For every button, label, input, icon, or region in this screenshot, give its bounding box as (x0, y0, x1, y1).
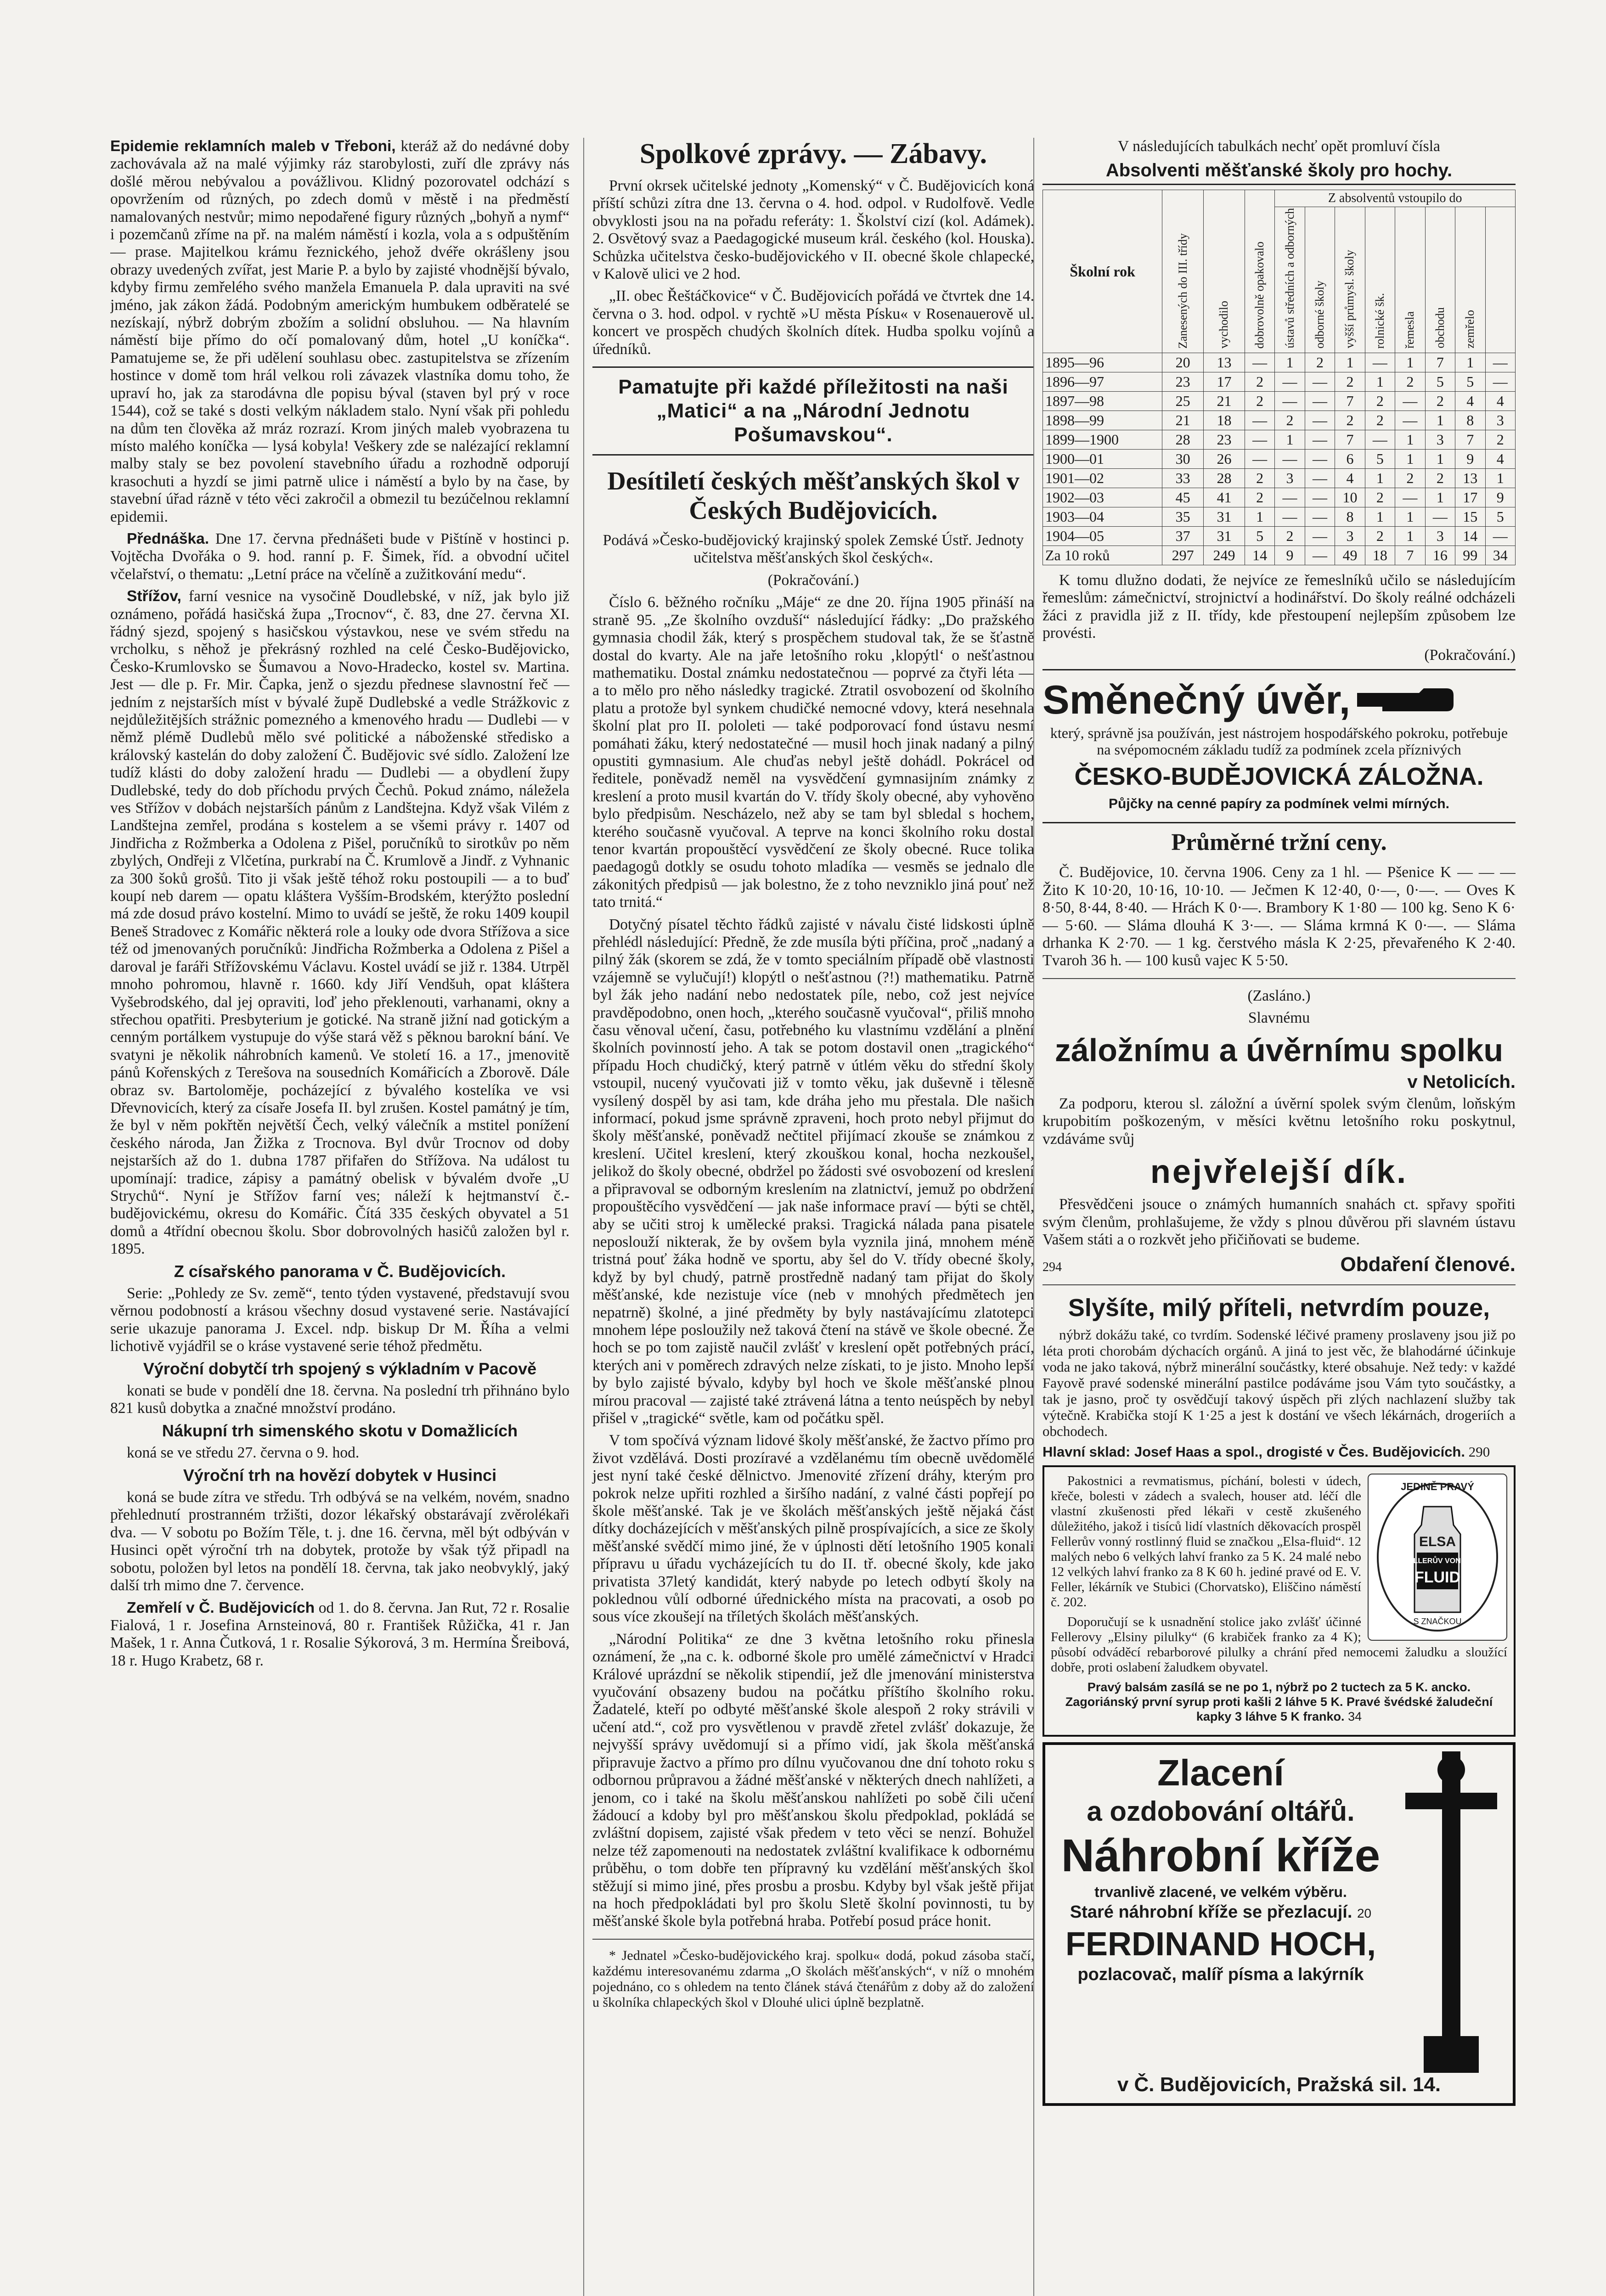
table-cell: 1903—04 (1043, 507, 1162, 526)
table-cell: 2 (1365, 488, 1395, 507)
table-cell: 2 (1365, 411, 1395, 430)
table-cell: — (1425, 507, 1455, 526)
article-byline: Podává »Česko-budějovický krajinský spolek Zemské Ústř. Jednoty učitelstva měšťanských škol českých«. (603, 532, 1024, 567)
table-cell: 17 (1204, 372, 1245, 391)
ad3-bottom-text: Pravý balsám zasílá se ne po 1, nýbrž po 2 tuctech za 5 K. ancko. Zagoriánský první syrup proti kašli 2 láhve 5 K. Pravé švédské žaludeční kapky 3 láhve 5 K franko. (1065, 1680, 1493, 1724)
table-cell: — (1305, 468, 1335, 488)
prices-title: Průměrné tržní ceny. (1171, 829, 1387, 856)
table-cell: 7 (1335, 430, 1365, 449)
panorama-text: Serie: „Pohledy ze Sv. země“, tento týden vystavené, představují svou věrnou podobností a krásou všechny dosud vystavené serie. Nastávající serie ukazuje panorama J. Excel. ndp. biskup Dr M. Říha a velmi lichotivě vyjádřil se o kráse vystavené serie téhož předmětu. (110, 1285, 569, 1355)
table-cell: 3 (1275, 468, 1305, 488)
zaslano-num: 294 (1042, 1260, 1062, 1275)
table-cell: 1 (1275, 353, 1305, 372)
table-cell: 21 (1204, 391, 1245, 411)
ad-smenecny-name: ČESKO-BUDĚJOVICKÁ ZÁLOŽNA. (1074, 762, 1484, 790)
zaslano-to: Slavnému (1248, 1009, 1310, 1027)
th-remesla: řemesla (1395, 207, 1425, 353)
rule-zaslano (1042, 978, 1516, 979)
table-cell: — (1485, 372, 1516, 391)
strizov-title: Střížov, (127, 588, 181, 605)
prices-text: Č. Budějovice, 10. června 1906. Ceny za 1 hl. — Pšenice K — — — Žito K 10·20, 10·16, 10·10. — Ječmen K 12·40, 0·—, 0·—. — Oves K 8·50, 8·44, 8·40. — Hrách K 0·—. Brambory K 1·80 — 100 kg. Seno K 6·— 5·60. — Sláma dlouhá K 3·—. — Sláma krmná K 0·—. — Sláma drhanka K 2·70. — 1 kg. čerstvého másla K 2·25, převařeného K 2·40. Tvaroh 36 h. — 100 kusů vajec K 5·50. (1042, 864, 1516, 969)
logo-s: S ZNAČKOU (1413, 1617, 1462, 1626)
table-cell: 9 (1485, 488, 1516, 507)
table-cell: 23 (1204, 430, 1245, 449)
column-left (110, 138, 569, 2296)
ad2-depot-text: Hlavní sklad: Josef Haas a spol., drogisté v Čes. Budějovicích. (1042, 1444, 1465, 1460)
table-cell: 9 (1455, 449, 1485, 468)
article-cont: (Pokračování.) (767, 571, 859, 589)
table-cell: 2 (1335, 411, 1365, 430)
table-cell: — (1365, 430, 1395, 449)
vyrocni2-title: Výroční trh na hovězí dobytek v Husinci (183, 1465, 497, 1485)
table-row (1043, 526, 1516, 546)
table-cell: — (1245, 430, 1274, 449)
table-cell: — (1305, 430, 1335, 449)
th-zemrelo: zemřelo (1455, 207, 1485, 353)
th-prumysl: vyšší průmysl. školy (1335, 207, 1365, 353)
table-row (1043, 391, 1516, 411)
table-cell: 1 (1245, 507, 1274, 526)
table-cell: 28 (1204, 468, 1245, 488)
table-cell: 34 (1485, 546, 1516, 565)
table-cell: 1 (1395, 507, 1425, 526)
ad2-num: 290 (1468, 1444, 1490, 1460)
table-cell: 1 (1425, 449, 1455, 468)
ad4-l7: pozlacovač, malíř písma a lakýrník (1077, 1965, 1364, 1985)
zaslano-text: Za podporu, kterou sl. záložní a úvěrní spolek svým členům, loňským krupobitím poškozeným, v měsíci květnu letošního roku poskytnul, vzdáváme svůj (1042, 1095, 1516, 1148)
table-cell: 16 (1425, 546, 1455, 565)
table-cell: 1896—97 (1043, 372, 1162, 391)
matice-notice: Pamatujte při každé příležitosti na naši „Matici“ a na „Národní Jednotu Pošumavskou“. (592, 366, 1034, 456)
th-odborne: odborné školy (1305, 207, 1335, 353)
table-title: Absolventi měšťanské školy pro hochy. (1042, 160, 1516, 185)
ad2-text: nýbrž dokážu také, co tvrdím. Sodenské léčivé prameny proslaveny jsou již po léta proti chorobám dýchacích orgánů. A jiná to jest věc, že blahodárné účinkuje voda ne jako taková, nýbrž minerální součástky, které obsahuje. Než tedy: v každé Fayově pravé sodenské minerální pastilce podáváme jsou Vám tyto součástky, a tak je jasno, proč ty osvědčují takový úspěch při zlých nachlazení služby tak výtečně. Krabička stojí K 1·25 a jest k dostání ve všech lékárnách, drogeriích a obchodech. (1042, 1327, 1516, 1440)
table-cell: — (1305, 411, 1335, 430)
table-cell: 28 (1162, 430, 1204, 449)
nakupni-text: koná se ve středu 27. června o 9. hod. (127, 1444, 360, 1462)
trebon-title: Epidemie reklamních maleb v Třeboni, (110, 138, 396, 155)
table-cell: 1 (1365, 468, 1395, 488)
table-cell: 1 (1455, 353, 1485, 372)
table-cell: — (1275, 372, 1305, 391)
table-cell: 45 (1162, 488, 1204, 507)
table-cell: 26 (1204, 449, 1245, 468)
table-cell: 2 (1245, 391, 1274, 411)
ad-smenecny (1042, 669, 1516, 823)
ad4-l4: trvanlivě zlacené, ve velkém výběru. (1094, 1884, 1347, 1901)
table-row (1043, 411, 1516, 430)
th-group: Z absolventů vstoupilo do (1275, 190, 1516, 207)
table-cell: — (1305, 488, 1335, 507)
table-cell: 249 (1204, 546, 1245, 565)
table-cell: — (1275, 488, 1305, 507)
vyrocni1-title: Výroční dobytčí trh spojený s výkladním v Pacově (143, 1359, 537, 1378)
table-cell: 14 (1245, 546, 1274, 565)
table-cell: 5 (1425, 372, 1455, 391)
article-prednaska (110, 530, 569, 583)
table-cell: 2 (1245, 468, 1274, 488)
table-cell: 33 (1162, 468, 1204, 488)
footnote: * Jednatel »Česko-budějovického kraj. spolku« dodá, pokud zásoba stačí, každému interesovanému zdarma „O školách měšťanských“, v níž o mnohém pojednáno, co s ohledem na tento článek stává čtenářům z doby až do založení u školníka chlapeckých škol v Dlouhé ulici úplně bezplatně. (592, 1947, 1034, 2010)
table-cell: 15 (1455, 507, 1485, 526)
table-cell: 1 (1395, 449, 1425, 468)
table-cell: — (1395, 391, 1425, 411)
ad4-l2: a ozdobování oltářů. (1087, 1796, 1355, 1827)
article-title: Desítiletí českých měšťanských škol v Českých Budějovicích. (607, 467, 1020, 525)
table-cell: Za 10 roků (1043, 546, 1162, 565)
table-cell: 13 (1455, 468, 1485, 488)
table-row (1043, 468, 1516, 488)
ad4-l5: Staré náhrobní kříže se přezlacují. (1070, 1902, 1352, 1922)
article-zemreli (110, 1599, 569, 1670)
table-cell: 30 (1162, 449, 1204, 468)
table-cell: 1 (1395, 353, 1425, 372)
crucifix-icon (1396, 1751, 1506, 2073)
table-cell: 13 (1204, 353, 1245, 372)
table-cell: 4 (1455, 391, 1485, 411)
zaslano-title: záložnímu a úvěrnímu spolku (1054, 1032, 1504, 1068)
table-cell: — (1485, 526, 1516, 546)
table-cell: 7 (1395, 546, 1425, 565)
elsa-fluid-logo (1368, 1474, 1507, 1641)
table-cell: 18 (1365, 546, 1395, 565)
table-cell: 21 (1162, 411, 1204, 430)
pointing-hand-icon (1355, 684, 1456, 716)
ad2-depot (1042, 1444, 1516, 1460)
section-heading: Spolkové zprávy. — Zábavy. (639, 138, 987, 169)
ad4-l1: Zlacení (1157, 1752, 1284, 1794)
vyrocni2-text: koná se bude zítra ve středu. Trh odbývá se na velkém, novém, snadno přehlednutí prostranném tržišti, dozor lékařský obstarávají zvěrolékaři dva. — V sobotu po Božím Těle, t. j. dne 16. června, měl být odbýván v Husinci opět výroční trh na dobytek, protože by však týž připadl na sobotu, položen byl letos na pondělí 18. června, tak jako neobvyklý, jaký další trh mimo dne 7. července. (110, 1489, 569, 1594)
logo-fluid: FLUID (1414, 1569, 1461, 1587)
table-cell: 41 (1204, 488, 1245, 507)
table-cell: — (1305, 507, 1335, 526)
zaslano-footer (1042, 1253, 1516, 1276)
table-cell: — (1305, 391, 1335, 411)
vyrocni1-text: konati se bude v pondělí dne 18. června. Na poslední trh přihnáno bylo 821 kusů dobytka a značné množství prodáno. (110, 1382, 569, 1417)
table-cell: 5 (1485, 507, 1516, 526)
ad-smenecny-text: který, správně jsa používán, jest nástrojem hospodářského pokroku, potřebuje na svépomocném základu tudíž za podmínek zcela příznivých (1050, 724, 1508, 758)
table-body (1043, 353, 1516, 565)
article-strizov (110, 588, 569, 1258)
table-cell: 49 (1335, 546, 1365, 565)
table-cell: 1895—96 (1043, 353, 1162, 372)
ad4-l8: v Č. Budějovicích, Pražská sil. 14. (1117, 2073, 1441, 2096)
table-cell: 2 (1365, 391, 1395, 411)
article-body-1: Číslo 6. běžného ročníku „Máje“ ze dne 20. října 1905 přináší na straně 95. „Ze školního ovzduší“ následující řádky: „Do pražského gymnasia chodil žák, který s prospěchem studoval tak, že se šťastně dostal do kvarty. Ale na jaře letošního roku ‚klopýtl‘ o nešťastnou mathematiku. Dostal známku nedostatečnou — poprvé za čtyři léta — a to mělo pro něho následky tragické. Ztratil osvobození od školního platu a protože byl synkem chudičké nemocné vdovy, která nesehnala školní plat pro II. pololeti — také podporovací fond ústavu nesmí pomáhati žáku, který nedostatečné — musil hoch jinak nadaný a pilný opustiti gymnasium. Ale chuďas nebyl ještě dohádl. Pokrácel od ředitele, poněvadž neměl na vysvědčení gymnasijním známky z kreslení a proto musil kvartán do V. třídy školy obecné, aby vyhověno bylo předpisům. Nescházelo, než aby se tam byl sbledal s hochem, kterého současně vyučoval. A teprve na konci školního roku dostal tenor kvartán propouštěcí vysvědčení ze školy obecné. Ruce tolika paedagogů dotkly se osudu tohoto mladíka — vesměs se jednalo dle zákonitých předpisů — jak bolestno, že z toho nevzniklo jiná pouť než tato trnitá.“ (592, 594, 1034, 911)
table-cell: 4 (1485, 449, 1516, 468)
table-cell: — (1275, 507, 1305, 526)
after-table: K tomu dlužno dodati, že nejvíce ze řemeslníků učilo se následujícím řemeslům: zámečnictví, strojnictví a hodinářství. Do školy reálné odcházeli žáci z pravidla již z II. třídy, kde přestoupení nejlepším způsobem lze provésti. (1042, 571, 1516, 642)
article-trebon (110, 138, 569, 526)
table-cell: — (1305, 372, 1335, 391)
zaslano-label: (Zasláno.) (1247, 987, 1311, 1004)
prednaska-title: Přednáška. (127, 530, 209, 547)
zaslano-place: v Netolicích. (1407, 1071, 1516, 1092)
table-cell: 5 (1245, 526, 1274, 546)
trebon-text: kteráž až do nedávné doby zachovávala až na malé výjimky ráz starobylosti, zuří dle zprávy nás došlé měrou nebývalou a povážlivou. Klidný pozorovatel odchází s opovržením od různých, po zdech domů v městě i na předměstí namalovaných nestvůr; mimo nepodařené figury různých „bohyň a nymf“ i pozemčanů zříme na př. na malém náměstí i kozla, vola a s odpuštěním — prase. Majitelkou krámu řeznického, jehož dvéře okrášleny jsou obrazy uvedených zvířat, jest Marie P. a bylo by zajisté vhodnější bývalo, kdyby firmu zemřelého svého manžela Emanuela P. dala upraviti na své jméno, jak zákon žádá. Podobným americkým humbukem odběratelé se nezískají, nýbrž dobrým zbožím a solidní obsluhou. — Na hlavním náměstí bije přímo do očí pomalovaný dům, hotel „U koníčka“. Pamatujeme se, že při udělení souhlasu obec. zastupitelstva se zřízením hostince v domě tom hrál velkou roli závazek vlastníka domu toho, že upraví ho, jak za starodávna dle popisu býval (staven byl prý v roce 1544), což se také s dosti velkým nákladem stalo. Nyní však při pohledu na dům ten člověka až mráz rozrazí. Krom jiných maleb vyobrazena tu místo malého koníčka — lysá kobyla! Veškery zde se nalézající reklamní malby staly se bez povolení stavebního úřadu a rozhodně odporují krasochuti a hyzdí se jimi patrně ulice i náměstí a bylo by na čase, by stavební úřad rázně v této věci zakročil a obmezil tu bezúčelnou reklamní epidemii. (110, 138, 569, 525)
table-cell: 1 (1395, 526, 1425, 546)
ad-smenecny-title: Směnečný úvěr, (1042, 676, 1351, 722)
strizov-text: farní vesnice na vysočině Doudlebské, v níž, jak bylo již oznámeno, pořádá hasičská župa „Trocnov“, č. 83, dne 27. června XI. řádný sjezd, spojený s hasičskou výstavkou, nese ve svém středu na vrcholku, s něhož je překrásný rozhled na celé Česko-Budějovicko, Česko-Krumlovsko se Šumavou a Novo-Hradecko, kostel sv. Martina. Jest — dle p. Fr. Mir. Čapka, jenž o sjezdu přednese slavnostní řeč — jedním z nejstarších míst v bývalé župě Dudlebské a vedle Strážkovic z nejdůležitějších strážnic pomezného a kmenového hradu — Dudlebi — v němž plémě Dudlebů mělo své politické a náboženské středisko a královský kastelán do doby založení Č. Budějovic své sídlo. Založení lze tudíž klásti do doby založení hradu — Dudlebi — a obydlení župy Dudlebské, tedy do dob příchodu prvých Čechů. Pokud známo, náležela ves Střížov v dobách nejstarších pánům z Landštejna. Když však Vilém z Landštejna zemřel, prodána s kostelem a se všemi právy r. 1407 od Jindřicha z Rožmberka a Odolena z Pišel, poručníků to sirotkův po něm zbylých, Ondřeji z Vlčetína, purkrabí na Č. Krumlově a Jindř. z Vyhnanic za 300 šoků grošů. Tito ji však ještě téhož roku postoupili — a to buď koupí neb darem — opatu kláštera Vyšším-Brodském, kterýžto poslední má zde dosud právo kostelní. Mimo to uvádí se ještě, že roku 1409 koupil Beneš Stradovec z Komářic některá role a louky ode dvora Střížova a sice též od jmenovaných poručníků: Jindřicha Rožmberka a Odolena z Pišel a daroval je faráři Střížovskému Václavu. Kostel uvádí se již r. 1384. Utrpěl mnoho pohromou, hlavně r. 1660. kdy Jiří Vendšuh, opat kláštera Vyšebrodského, dal jej opraviti, loď jeho překlenouti, varhanami, okny a střechou opatřiti. Presbyterium je gotické. Na straně jižní nad gotickým a cenným portálkem vystupuje do výše stará věž s pěknou barokní bání. Ve svatyni je několik náhrobních kamenů. Ve století 16. a 17., jmenovitě pánů Kořenských z Terešova na sousedních Komářicích a Zborově. Dále obraz sv. Bartoloměje, pocházející z bývalého kostelíka ve vsi Dřevnovicích, který za císaře Josefa II. byl zrušen. Kostel památný je tím, že byl v něm pokřtěn největší Čech, velký válečník a mstitel ponížení českého národa, Jan Žižka z Trocnova. Byl dvůr Trocnov od doby nejstarších až do 1. dubna 1787 přifařen do Střížova. Na událost tu upomínají: tradice, zápisy a památný obelisk v bývalém dvoře „U Strychů“. Nyní je Střížov farní ves; náleží k hejtmanství č.-budějovickému, okresu do Komářic. Čítá 335 českých obyvatel a 51 domů a 4třídní obecnou školu. Sbor dobrovolných hasičů založen byl r. 1895. (110, 588, 569, 1258)
logo-mid: ELSA (1419, 1534, 1456, 1550)
table-cell: 6 (1335, 449, 1365, 468)
table-cell: 2 (1425, 391, 1455, 411)
table-cell: — (1305, 546, 1335, 565)
table-cell: 4 (1485, 391, 1516, 411)
table-cell: 3 (1335, 526, 1365, 546)
article-body-3: V tom spočívá význam lidové školy měšťanské, že žactvo přímo pro život vzdělává. Dosti prozíravé a vzdělanému tím obecně uvědomělé jest nyní také české dělnictvo. Jmenovité zřízení dráhy, kterým pro pokrok nelze upřiti rozhled a širšího nadání, z valné části popřejí po škole měšťanské. Tak je ve školách měšťanských ještě nějaká část dítky docházejících v měšťanských pilně prospívajících, a sice ze školy měšťanské svědčí mimo jiné, že v úplnosti dětí letošního 1905 konali přípravu u úřadu vycházejících tu do II. tř. obecné školy, kde jako privatista 37letý kandidát, který nabyde po letech odbytí školy na poklednou vůlí odborné úřednického místa na pracovati, a osob po sous více zkoušejí na tříletých školách měšťanských. (592, 1432, 1034, 1626)
ad3-num: 34 (1348, 1710, 1362, 1724)
table-cell: 14 (1455, 526, 1485, 546)
panorama-title: Z císařského panorama v Č. Budějovicích. (174, 1261, 506, 1281)
table-cell: — (1245, 353, 1274, 372)
zemreli-text: od 1. do 8. června. Jan Rut, 72 r. Rosalie Fialová, 1 r. Josefina Arnsteinová, 80 r. František Růžička, 41 r. Jan Mašek, 1 r. Anna Čutková, 1 r. Rosalie Sýkorová, 3 m. Hermína Šreibová, 18 r. Hugo Krabetz, 68 r. (110, 1599, 569, 1669)
th-opakovalo: dobrovolně opakovalo (1245, 190, 1274, 353)
table-cell: 3 (1425, 526, 1455, 546)
table-cell: 5 (1455, 372, 1485, 391)
table-cell: 1900—01 (1043, 449, 1162, 468)
th-skolni-rok: Školní rok (1043, 190, 1162, 353)
table-cell: — (1485, 353, 1516, 372)
table-cell: 2 (1275, 526, 1305, 546)
ad4-l3: Náhrobní kříže (1061, 1830, 1381, 1882)
ad3-bottom (1051, 1680, 1507, 1724)
ad-hoch (1042, 1742, 1516, 2106)
table-cell: 99 (1455, 546, 1485, 565)
table-cell: 1 (1335, 353, 1365, 372)
table-cell: — (1395, 411, 1425, 430)
table-cell: 1 (1425, 411, 1455, 430)
table-cell: — (1365, 353, 1395, 372)
table-cell: 25 (1162, 391, 1204, 411)
rule-ad2 (1042, 1284, 1516, 1285)
table-cell: 2 (1395, 468, 1425, 488)
after-table-cont: (Pokračování.) (1424, 647, 1516, 664)
column-right (1033, 138, 1516, 2296)
table-row (1043, 353, 1516, 372)
table-cell: — (1245, 449, 1274, 468)
table-cell: — (1275, 391, 1305, 411)
table-cell: 7 (1425, 353, 1455, 372)
table-cell: 1898—99 (1043, 411, 1162, 430)
article-body-2: Dotyčný písatel těchto řádků zajisté v návalu čisté lidskosti úplně přehlédl následující: Předně, že zde musíla býti příčina, proč „nadaný a pilný žák (skorem se zdá, že v tomto speciálním případě obě vlastnosti vzájemně se vylučují!) klopýtl o nešťastnou (?!) mathematiku. Patrně byl žák jeho nadání nebo nedostatek píle, nebo, což jest nejvíce pravděpodobno, onen hoch, „kterého současně vyučoval“, přiliš mnoho času věnoval učení, času, potřebného ku vlastnímu vzdělání a plnění školních povinností jeho. A tak se potom dostavil onen „tragického“ případu Hoch chudičký, který patrně v útlém věku do střední školy vstoupil, nucený vyučovati již v tomto věku, jak duševně i tělesně vysílený dospěl by asi tam, kde dráha jeho mu přestala. Dle našich informací, pokud jsme správně zpraveni, hoch proto nebyl přijmut do školy měšťanské, poněvadž nečtitel přijímací zkouše se známkou z kreslení. Učitel kreslení, který zkouškou konal, hocha nezkoušel, jelikož do školy obecné, obdržel po žádosti své osvobození od kreslení a připravoval se odborným kreslením na zlatnictví, jemuž po obdržení propouštěcího vysvědčení — jak naše informace praví — býti se chtěl, aby se učiti stroj k umělecké praksi. Tragická nálada pana pisatele neposlouží nikterak, že by ovšem byla vyznila jiná, mnohem méně tristná pouť žáka hodně ve sportu, aby šel do V. třídy obecné školy, když by byl chudý, patrně prostředně nadaný tam přijat do školy měšťanské, kde nezistuje více (neb v mnohých předmětech jen nepatrně) školné, a jiné předměty by byly nastávajícímu zlatotepci mnohem lépe posloužily než taková čtení na stávě ve škole obecné. Že hoch se po tom zajistě naučil zvlášť v kreslení opět potřebných prácí, kterých ani v poměrech zdravých nelze získati, to je jisto. Mnoho lepší by bylo zajisté bývalo, kdyby byl hoch ve škole měšťanské plnou mírou pracoval — zajisté také ztrávená látna a tento neúspěch by nebyl přišel v „tragické“ světle, kam od počátku spěl. (592, 916, 1034, 1427)
table-cell: 1 (1425, 488, 1455, 507)
prednaska-text: Dne 17. června přednášeti bude v Pištíně v hostinci p. Vojtěcha Dvořáka o 9. hod. ranní p. F. Šimek, říd. a obvodní učitel včelařství, o thematu: „Letní práce na včelíně a zužitkování medu“. (110, 530, 569, 583)
table-cell: 2 (1305, 353, 1335, 372)
absolventi-table (1042, 190, 1516, 565)
th-rolnicke: rolnické šk. (1365, 207, 1395, 353)
ad2-title: Slyšíte, milý příteli, netvrdím pouze, (1068, 1294, 1490, 1322)
table-row (1043, 372, 1516, 391)
table-cell: 4 (1335, 468, 1365, 488)
table-cell: 2 (1485, 430, 1516, 449)
table-cell: 9 (1275, 546, 1305, 565)
table-cell: 2 (1365, 526, 1395, 546)
table-cell: 35 (1162, 507, 1204, 526)
table-cell: 1 (1395, 430, 1425, 449)
th-obchodu: obchodu (1425, 207, 1455, 353)
table-cell: 7 (1335, 391, 1365, 411)
table-row (1043, 507, 1516, 526)
table-cell: — (1305, 526, 1335, 546)
table-cell: 1 (1275, 430, 1305, 449)
table-cell: — (1275, 449, 1305, 468)
table-cell: 3 (1485, 411, 1516, 430)
ad4-num: 20 (1357, 1906, 1372, 1921)
table-cell: 31 (1204, 507, 1245, 526)
table-cell: 18 (1204, 411, 1245, 430)
table-cell: 31 (1204, 526, 1245, 546)
nakupni-title: Nákupní trh simenského skotu v Domažlicích (162, 1421, 518, 1440)
table-cell: 37 (1162, 526, 1204, 546)
table-cell: 8 (1335, 507, 1365, 526)
table-cell: 1 (1365, 507, 1395, 526)
zaslano-signed: Obdaření členové. (1340, 1253, 1516, 1276)
table-cell: 2 (1395, 372, 1425, 391)
table-cell: 1902—03 (1043, 488, 1162, 507)
th-zanesenych: Zanesených do III. třídy (1162, 190, 1204, 353)
table-cell: 1904—05 (1043, 526, 1162, 546)
table-cell: 1 (1365, 372, 1395, 391)
table-cell: 8 (1455, 411, 1485, 430)
footnote-rule (592, 1939, 1034, 1940)
table-cell: 2 (1335, 372, 1365, 391)
table-cell: 5 (1365, 449, 1395, 468)
table-cell: 17 (1455, 488, 1485, 507)
column-middle (583, 138, 1034, 2296)
table-cell: 1899—1900 (1043, 430, 1162, 449)
ad-elsa-fluid (1042, 1465, 1516, 1737)
logo-top: JEDINĚ PRAVÝ (1401, 1481, 1474, 1493)
table-cell: 1 (1485, 468, 1516, 488)
table-cell: 297 (1162, 546, 1204, 565)
table-cell: 3 (1425, 430, 1455, 449)
table-cell: — (1395, 488, 1425, 507)
table-row (1043, 488, 1516, 507)
ad3-text: Pakostnici a revmatismus, píchání, bolesti v údech, křeče, bolesti v zádech a svalech, houser atd. léčí dle vlastní zkušenosti před lékaři v cestě zkušeného důležitého, jakož i tisíců lidí vlastních děkovacích prospěl Fellerův vonný rostlinný fluid se značkou „Elsa-fluid“. 12 malých nebo 6 velkých lahví franko za 5 K. 24 malé nebo 12 velkých lahví franko za 8 K 60 h. jediné pravé od E. V. Feller, lékárník ve Stubici (Chorvatsko), Eliščino náměstí č. 202. (1051, 1474, 1361, 1610)
th-stredni: ústavů středních a odborných (1275, 207, 1305, 353)
table-cell: 2 (1425, 468, 1455, 488)
table-cell: 1901—02 (1043, 468, 1162, 488)
zaslano-thanks: nejvřelejší dík. (1150, 1154, 1408, 1191)
table-cell: 23 (1162, 372, 1204, 391)
table-cell: 1897—98 (1043, 391, 1162, 411)
zemreli-title: Zemřelí v Č. Budějovicích (127, 1599, 315, 1616)
table-cell: 2 (1245, 488, 1274, 507)
th-extra (1485, 207, 1516, 353)
zaslano-text2: Přesvědčeni jsouce o známých humanních snahách ct. spřavy spořiti svým členům, prohlašujeme, že vždy s plnou důvěrou při slavném ústavu Vašem státi a o rozkvět jeho přičiňovati se budeme. (1042, 1196, 1516, 1248)
table-row (1043, 430, 1516, 449)
th-vychodilo: vychodilo (1204, 190, 1245, 353)
table-total-row (1043, 546, 1516, 565)
article-body-4: „Národní Politika“ ze dne 3 května letošního roku přinesla oznámení, že „na c. k. odborné škole pro umělé zámečnictví v Hradci Králové uprázdní se několik stipendií, jež dle jmenování ministerstva vyučování obsazeny budou na počátku příštího školního roku. Žadatelé, kteří po odbyté měšťanské škole alespoň 2 roky strávili v učení atd.“, což pro vysvětlenou v pravdě zřetel zvlášť dokazuje, že nejvyšší správy uvědomují si a přímo vidí, jak škola měšťanská připravuje žactvo a přímo pro dílnu vyučovanou dne dní tohoto roku s odbornou průpravou a žádné měšťanské v některých dnech nahlížeti, a jenom, co i také na školu měšťanskou nahlížeti po sobě čili učení žádoucí a kdoby byl pro měšťanskou školu předpoklad, pokládá se zvláštní dopisem, zajisté však předem v teto věci se nenzí. Bohužel nelze též zapomenouti na nedostatek zvláštní kvalifikace k odbornému průběhu, o tom dobře ten přípravný ku vzdělání měšťanských škol stěžují si mimo jiné, přes prosbu a prosbu. Kdyby byl však ještě přijat na hoch předpokládati byl pro školu Sletě školní povinnosti, tu by měšťanské škole byla potřebná hraba. Potřebí posud práce honit. (592, 1630, 1034, 1930)
table-cell: 10 (1335, 488, 1365, 507)
table-cell: 2 (1275, 411, 1305, 430)
ad-smenecny-head (1042, 675, 1516, 725)
table-cell: — (1245, 411, 1274, 430)
spolek-komensky: První okrsek učitelské jednoty „Komenský“ v Č. Budějovicích koná příští schůzi zítra dne 13. června o 4. hod. odpol. v Rudolfově. Vedle obvyklosti jsou na na pořadu referáty: 1. Školství cizí (kol. Adámek). 2. Osvětový svaz a Paedagogické museum král. českého (kol. Houska). Schůzka učitelstva česko-budějovického v II. obecné škole chlapecké, v Kalově ulici ve 2 hod. (592, 177, 1034, 283)
table-cell: 20 (1162, 353, 1204, 372)
table-cell: 7 (1455, 430, 1485, 449)
table-cell: 2 (1245, 372, 1274, 391)
table-cell: — (1305, 449, 1335, 468)
ad4-l6: FERDINAND HOCH, (1065, 1926, 1376, 1963)
logo-bot: FELLERŮV VONNÝ (1404, 1557, 1471, 1565)
ad-smenecny-sub: Půjčky na cenné papíry za podmínek velmi mírných. (1109, 796, 1449, 811)
table-row (1043, 449, 1516, 468)
spolek-koncert: „II. obec Řeštáčkovice“ v Č. Budějovicích pořádá ve čtvrtek dne 14. června o 3. hod. odpol. v rychtě »U města Písku« v Rosenauerově ul. koncert ve prospěch chudých školních dítek. Hudba spolku vojínů a úředníků. (592, 287, 1034, 358)
ad3-text2: Doporučují se k usnadnění stolice jako zvlášť účinné Fellerovy „Elsiny pilulky“ (6 krabiček franko za 4 K); působí odváděcí rebarborové pilulky a chrání před nemocemi žaludku a sloužící dobře, proti oslabení žaludkem obyvatel. (1051, 1615, 1507, 1675)
table-intro: V následujících tabulkách nechť opět promluví čísla (1118, 138, 1440, 155)
